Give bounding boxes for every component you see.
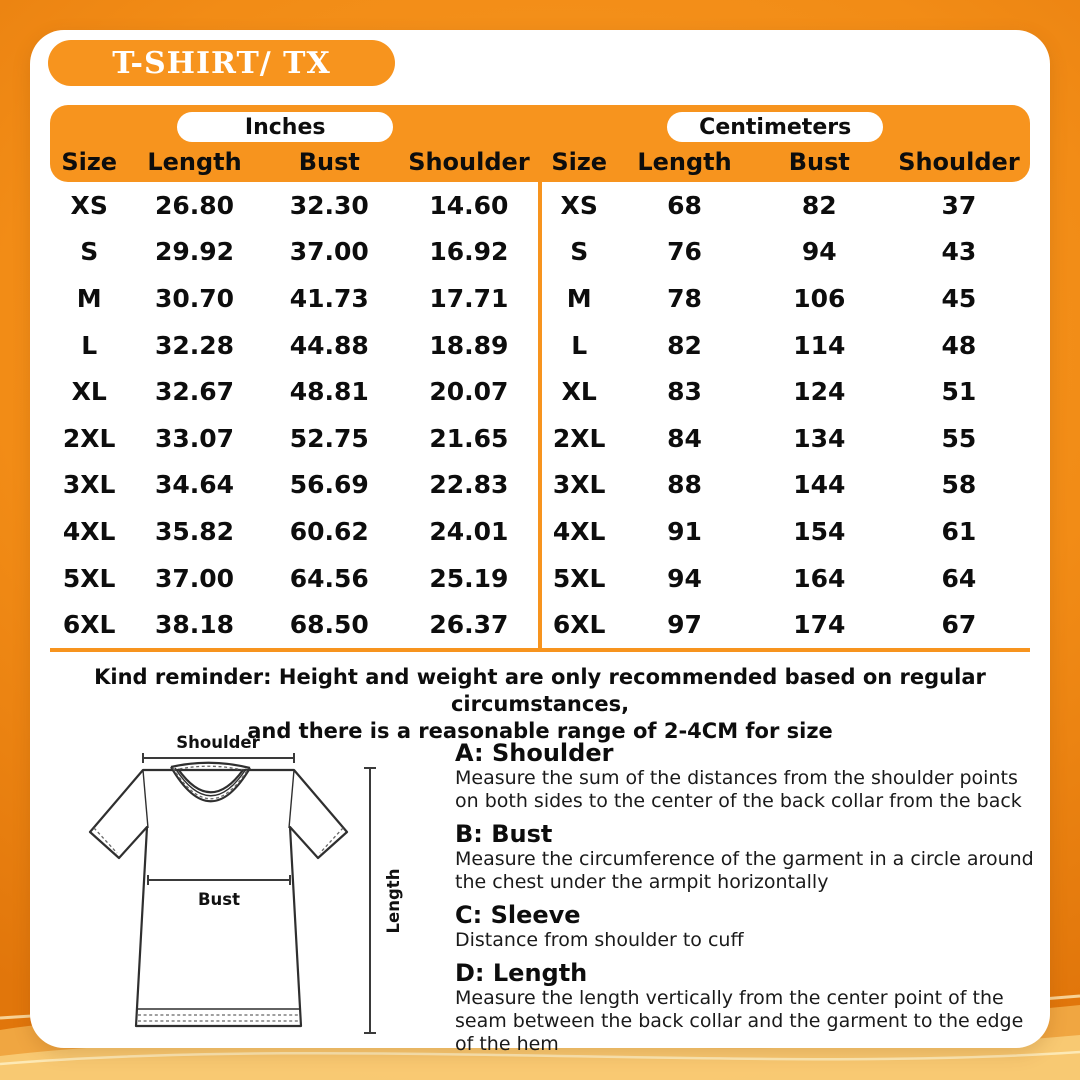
bust-cell: 144 — [793, 470, 846, 500]
size-cell: 2XL — [552, 423, 606, 453]
guide-heading: D: Length — [455, 959, 588, 987]
shoulder-cell: 43 — [941, 237, 977, 267]
table-row — [50, 322, 540, 369]
size-cell: L — [571, 330, 588, 360]
inches-column-headers — [50, 148, 540, 176]
shoulder-cell: 24.01 — [429, 516, 509, 546]
column-header-size: Size — [551, 148, 608, 176]
shoulder-cell: 67 — [941, 610, 977, 640]
length-cell: 68 — [667, 190, 702, 220]
column-header-length: Length — [147, 148, 242, 176]
guide-heading: A: Shoulder — [455, 739, 614, 767]
collar-back-edge — [171, 763, 250, 768]
table-header — [50, 105, 1030, 182]
table-bottom-rule — [50, 648, 1030, 652]
reminder-line-2: and there is a reasonable range of 2-4CM for size — [247, 719, 833, 743]
guide-item — [455, 960, 1035, 1056]
bust-cell: 164 — [793, 563, 846, 593]
bust-cell: 114 — [793, 330, 846, 360]
bust-cell: 134 — [793, 423, 846, 453]
length-cell: 76 — [667, 237, 702, 267]
shoulder-cell: 21.65 — [429, 423, 509, 453]
size-cell: XL — [71, 377, 107, 407]
shoulder-measure-label: Shoulder — [176, 733, 260, 752]
length-cell: 88 — [667, 470, 702, 500]
length-measure-label: Length — [384, 868, 403, 934]
table-row — [540, 508, 1030, 555]
bust-cell: 94 — [801, 237, 837, 267]
table-row — [540, 368, 1030, 415]
length-cell: 35.82 — [155, 516, 235, 546]
guide-description: Distance from shoulder to cuff — [455, 929, 744, 951]
size-cell: XS — [70, 190, 108, 220]
measurement-guide — [455, 740, 1035, 1064]
bust-cell: 60.62 — [289, 516, 369, 546]
table-row — [50, 601, 540, 648]
bust-cell: 124 — [793, 377, 846, 407]
size-cell: 3XL — [552, 470, 606, 500]
column-header-bust: Bust — [788, 148, 850, 176]
table-row — [50, 555, 540, 602]
bust-cell: 174 — [793, 610, 846, 640]
bust-cell: 41.73 — [289, 283, 369, 313]
length-cell: 97 — [667, 610, 702, 640]
table-row — [540, 415, 1030, 462]
size-cell: 4XL — [62, 516, 116, 546]
guide-item — [455, 821, 1035, 894]
length-cell: 32.28 — [155, 330, 235, 360]
table-row — [50, 415, 540, 462]
guide-description: Measure the sum of the distances from the shoulder points on both sides to the center of the back collar from the back — [455, 767, 1022, 812]
bust-cell: 82 — [801, 190, 837, 220]
column-header-size: Size — [61, 148, 118, 176]
table-row — [540, 182, 1030, 229]
guide-item — [455, 740, 1035, 813]
length-cell: 94 — [667, 563, 702, 593]
shoulder-cell: 22.83 — [429, 470, 509, 500]
size-cell: XS — [560, 190, 598, 220]
guide-item — [455, 902, 1035, 952]
product-title-badge — [48, 40, 395, 86]
centimeters-column-headers — [540, 148, 1030, 176]
table-row — [540, 555, 1030, 602]
bust-cell: 48.81 — [289, 377, 369, 407]
size-cell: S — [80, 237, 99, 267]
tshirt-measurement-diagram — [70, 725, 440, 1055]
shoulder-cell: 55 — [941, 423, 977, 453]
size-cell: 3XL — [62, 470, 116, 500]
shoulder-cell: 45 — [941, 283, 977, 313]
column-header-shoulder: Shoulder — [898, 148, 1020, 176]
shoulder-cell: 48 — [941, 330, 977, 360]
table-row — [540, 275, 1030, 322]
shoulder-cell: 58 — [941, 470, 977, 500]
shoulder-cell: 25.19 — [429, 563, 509, 593]
column-header-bust: Bust — [298, 148, 360, 176]
shoulder-cell: 17.71 — [429, 283, 509, 313]
centimeters-rows — [540, 182, 1030, 648]
column-header-length: Length — [637, 148, 732, 176]
table-row — [50, 508, 540, 555]
bust-cell: 44.88 — [289, 330, 369, 360]
size-cell: XL — [561, 377, 597, 407]
size-cell: 5XL — [62, 563, 116, 593]
guide-description: Measure the length vertically from the center point of the seam between the back collar and the garment to the edge of the hem — [455, 987, 1024, 1055]
length-cell: 29.92 — [155, 237, 235, 267]
size-cell: 5XL — [552, 563, 606, 593]
length-cell: 26.80 — [155, 190, 235, 220]
guide-heading: B: Bust — [455, 820, 553, 848]
left-cuff-stitch — [94, 828, 117, 853]
centimeters-header — [540, 105, 1030, 182]
length-cell: 91 — [667, 516, 702, 546]
size-cell: M — [566, 283, 592, 313]
size-cell: 2XL — [62, 423, 116, 453]
table-vertical-divider — [538, 182, 542, 648]
right-cuff-stitch — [320, 828, 343, 853]
length-cell: 32.67 — [155, 377, 235, 407]
size-cell: 6XL — [552, 610, 606, 640]
shoulder-cell: 51 — [941, 377, 977, 407]
shoulder-cell: 37 — [941, 190, 977, 220]
shoulder-cell: 61 — [941, 516, 977, 546]
reminder-line-1: Kind reminder: Height and weight are only recommended based on regular circumstances, — [94, 665, 986, 716]
shoulder-cell: 14.60 — [429, 190, 509, 220]
size-cell: 4XL — [552, 516, 606, 546]
bust-cell: 32.30 — [289, 190, 369, 220]
length-cell: 83 — [667, 377, 702, 407]
collar-stitch — [173, 768, 248, 799]
bust-cell: 106 — [793, 283, 846, 313]
size-cell: L — [81, 330, 98, 360]
size-cell: M — [76, 283, 102, 313]
size-cell: S — [570, 237, 589, 267]
table-row — [540, 322, 1030, 369]
product-title: T-SHIRT/ TX — [112, 45, 331, 81]
bust-cell: 56.69 — [289, 470, 369, 500]
bust-cell: 154 — [793, 516, 846, 546]
shoulder-cell: 26.37 — [429, 610, 509, 640]
left-body-seam — [143, 770, 148, 828]
table-row — [50, 229, 540, 276]
inches-header — [50, 105, 540, 182]
table-row — [540, 601, 1030, 648]
guide-description: Measure the circumference of the garment in a circle around the chest under the armpit horizontally — [455, 848, 1034, 893]
size-chart-card — [30, 30, 1050, 1055]
length-cell: 78 — [667, 283, 702, 313]
right-body-seam — [289, 770, 294, 828]
shoulder-cell: 20.07 — [429, 377, 509, 407]
length-cell: 33.07 — [155, 423, 235, 453]
centimeters-unit-pill: Centimeters — [667, 112, 883, 142]
length-cell: 82 — [667, 330, 702, 360]
table-row — [540, 229, 1030, 276]
length-cell: 30.70 — [155, 283, 235, 313]
inches-unit-pill: Inches — [177, 112, 393, 142]
bust-cell: 52.75 — [289, 423, 369, 453]
table-row — [50, 275, 540, 322]
bust-measure-label: Bust — [197, 890, 241, 909]
shoulder-cell: 18.89 — [429, 330, 509, 360]
length-cell: 34.64 — [155, 470, 235, 500]
size-cell: 6XL — [62, 610, 116, 640]
length-cell: 84 — [667, 423, 702, 453]
inches-rows — [50, 182, 540, 648]
shoulder-cell: 16.92 — [429, 237, 509, 267]
bust-cell: 64.56 — [289, 563, 369, 593]
length-cell: 38.18 — [155, 610, 235, 640]
table-row — [50, 368, 540, 415]
table-row — [50, 182, 540, 229]
bust-cell: 68.50 — [289, 610, 369, 640]
table-row — [50, 462, 540, 509]
guide-heading: C: Sleeve — [455, 901, 581, 929]
column-header-shoulder: Shoulder — [408, 148, 530, 176]
shoulder-cell: 64 — [941, 563, 977, 593]
length-cell: 37.00 — [155, 563, 235, 593]
table-row — [540, 462, 1030, 509]
bust-cell: 37.00 — [289, 237, 369, 267]
